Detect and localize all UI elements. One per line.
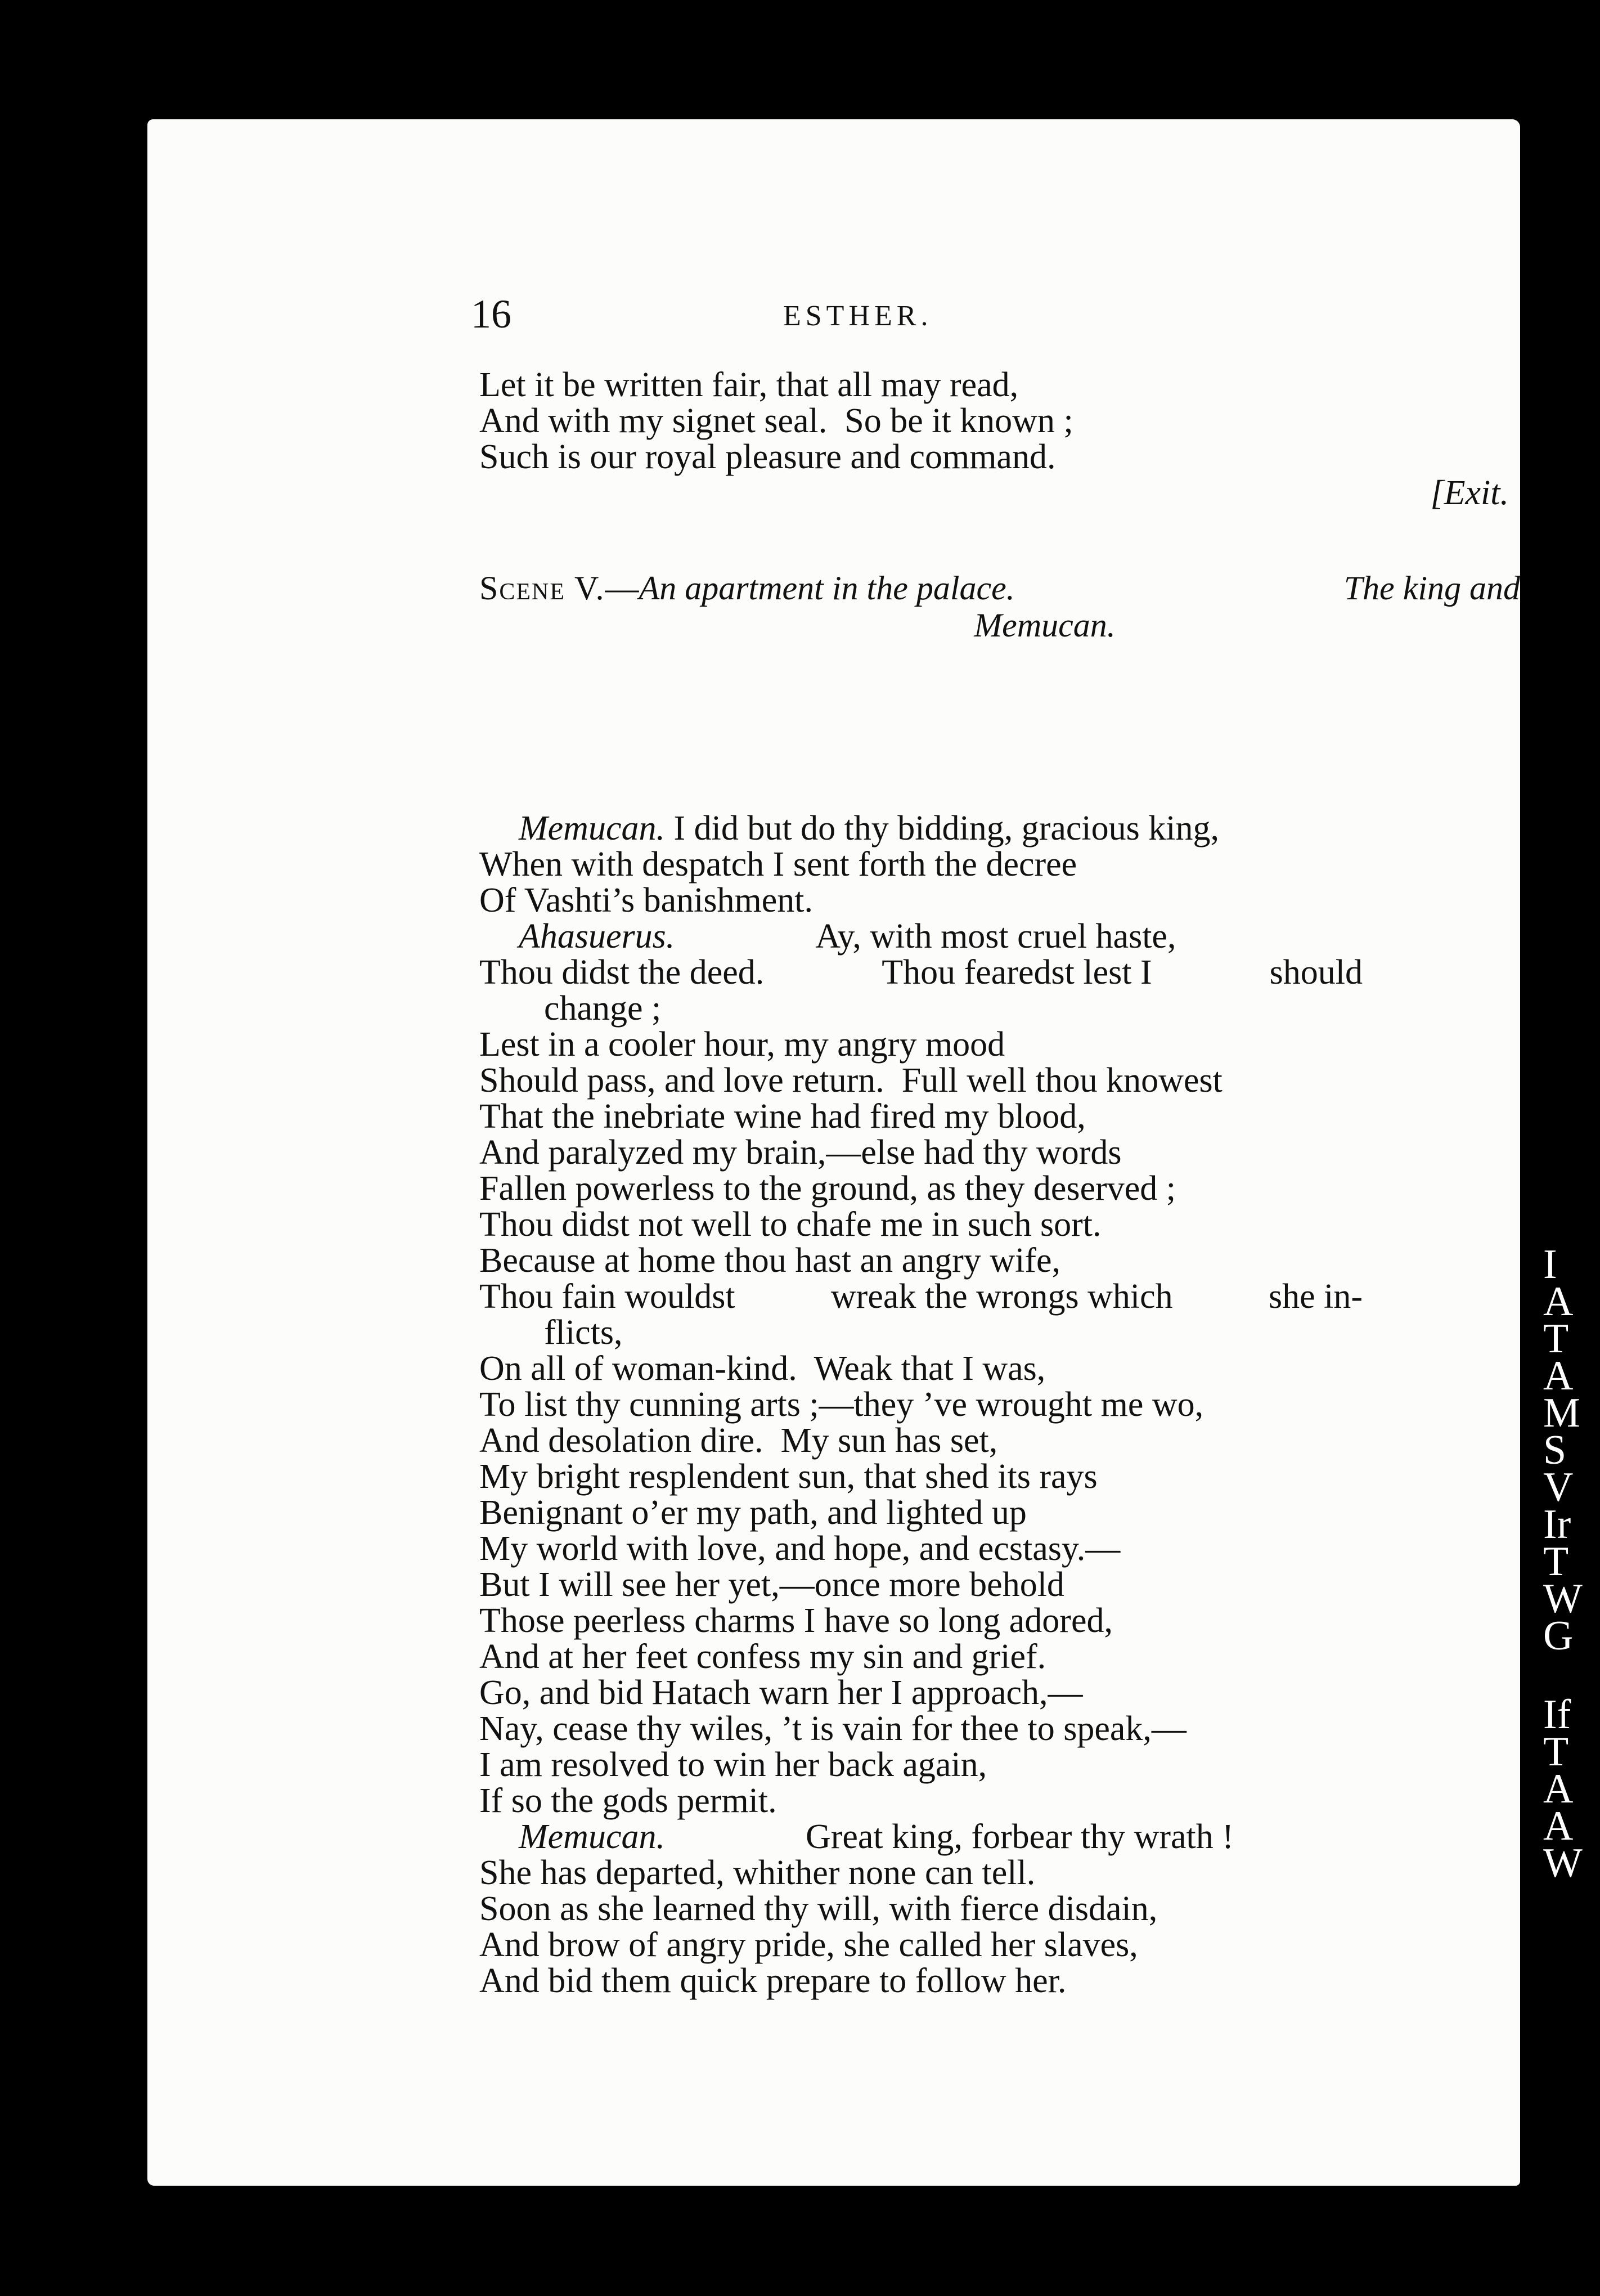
verse-line: Thou didst not well to chafe me in such sort.: [479, 1205, 1102, 1244]
dialogue-text: Thou fain wouldst: [479, 1277, 735, 1316]
margin-letter: M: [1543, 1390, 1580, 1436]
verse-line: When with despatch I sent forth the decree: [479, 845, 1077, 884]
verse-line: Because at home thou hast an angry wife,: [479, 1241, 1060, 1280]
speaker-name: Ahasuerus.: [519, 917, 675, 956]
verse-line: Soon as she learned thy will, with fierce disdain,: [479, 1890, 1158, 1928]
dialogue-text: Ay, with most cruel haste,: [815, 917, 1176, 956]
stage-direction-exit: [Exit.: [1430, 474, 1509, 512]
verse-line: My world with love, and hope, and ecstasy.—: [479, 1530, 1121, 1568]
verse-line: To list thy cunning arts ;—they ’ve wrought me wo,: [479, 1385, 1204, 1424]
verse-line: Those peerless charms I have so long adored,: [479, 1602, 1113, 1640]
verse-line: On all of woman-kind. Weak that I was,: [479, 1349, 1046, 1388]
book-page: [147, 119, 1520, 2186]
verse-line: That the inebriate wine had fired my blood,: [479, 1097, 1086, 1136]
page-number: 16: [471, 292, 511, 337]
scene-dash: —: [605, 569, 639, 607]
dialogue-text: should: [1269, 953, 1363, 992]
verse-line-continuation: flicts,: [544, 1313, 623, 1352]
margin-letter: A: [1543, 1803, 1574, 1849]
verse-line: Benignant o’er my path, and lighted up: [479, 1494, 1027, 1532]
verse-line-continuation: change ;: [544, 989, 662, 1028]
scene-setting: An apartment in the palace.: [639, 569, 1015, 607]
dialogue-text: she in-: [1268, 1277, 1363, 1316]
verse-line: And paralyzed my brain,—else had thy words: [479, 1133, 1122, 1172]
margin-letter: A: [1543, 1766, 1574, 1812]
speech-first-line: [479, 1819, 1520, 1855]
verse-line: And desolation dire. My sun has set,: [479, 1421, 998, 1460]
verse-line: She has departed, whither none can tell.: [479, 1854, 1036, 1892]
margin-letter: S: [1543, 1427, 1567, 1473]
speaker-name: Memucan.: [519, 1818, 665, 1856]
dialogue-text: Great king, forbear thy wrath !: [805, 1818, 1234, 1856]
verse-line: Such is our royal pleasure and command.: [479, 438, 1056, 476]
verse-line: And brow of angry pride, she called her slaves,: [479, 1926, 1138, 1964]
speech-first-line: [479, 810, 1520, 846]
scene-characters: The king and: [1343, 569, 1520, 607]
margin-letter: Ir: [1543, 1501, 1571, 1548]
margin-letter: W: [1543, 1576, 1583, 1622]
running-head: [147, 291, 1520, 347]
verse-line: Of Vashti’s banishment.: [479, 881, 813, 920]
verse-line: Lest in a cooler hour, my angry mood: [479, 1025, 1005, 1064]
verse-line: But I will see her yet,—once more behold: [479, 1566, 1064, 1604]
margin-letter: T: [1543, 1539, 1569, 1585]
next-page-margin: [1539, 1241, 1600, 1936]
verse-line: Go, and bid Hatach warn her I approach,—: [479, 1674, 1083, 1712]
dialogue-text: Thou fearedst lest I: [882, 953, 1152, 992]
margin-letter: T: [1543, 1729, 1569, 1775]
margin-letter: If: [1543, 1692, 1571, 1738]
dialogue: [479, 810, 1520, 1999]
margin-letter: A: [1543, 1279, 1574, 1325]
margin-letter: T: [1543, 1316, 1569, 1362]
margin-letter: I: [1543, 1241, 1557, 1288]
margin-letter: G: [1543, 1613, 1574, 1659]
verse-line: Let it be written fair, that all may read,: [479, 366, 1019, 404]
verse-line: And bid them quick prepare to follow her.: [479, 1962, 1067, 2000]
dialogue-text: wreak the wrongs which: [830, 1277, 1173, 1316]
speech-first-line: [479, 918, 1520, 954]
verse-line: [479, 1279, 1363, 1315]
verse-line: Should pass, and love return. Full well thou knowest: [479, 1061, 1223, 1100]
verse-line: And at her feet confess my sin and grief.: [479, 1638, 1046, 1676]
scene-heading: [479, 569, 1520, 644]
running-title: ESTHER.: [783, 300, 933, 332]
margin-letter: W: [1543, 1840, 1583, 1886]
verse-line: And with my signet seal. So be it known ;: [479, 402, 1073, 440]
verse-line: I am resolved to win her back again,: [479, 1746, 987, 1784]
verse-line: If so the gods permit.: [479, 1782, 777, 1820]
margin-letter: V: [1543, 1464, 1574, 1510]
verse-line: [479, 954, 1363, 990]
scene-label: Scene V.: [479, 569, 605, 607]
scene-characters-cont: Memucan.: [974, 607, 1116, 644]
page-content: [147, 119, 1520, 2186]
speaker-name: Memucan.: [519, 809, 665, 847]
verse-line: Fallen powerless to the ground, as they deserved ;: [479, 1169, 1176, 1208]
dialogue-text: I did but do thy bidding, gracious king,: [673, 809, 1220, 847]
dialogue-text: Thou didst the deed.: [479, 953, 765, 992]
opening-lines: [479, 367, 1520, 511]
verse-line: My bright resplendent sun, that shed its rays: [479, 1458, 1098, 1496]
margin-letter: A: [1543, 1353, 1574, 1399]
verse-line: Nay, cease thy wiles, ’t is vain for thee to speak,—: [479, 1710, 1186, 1748]
